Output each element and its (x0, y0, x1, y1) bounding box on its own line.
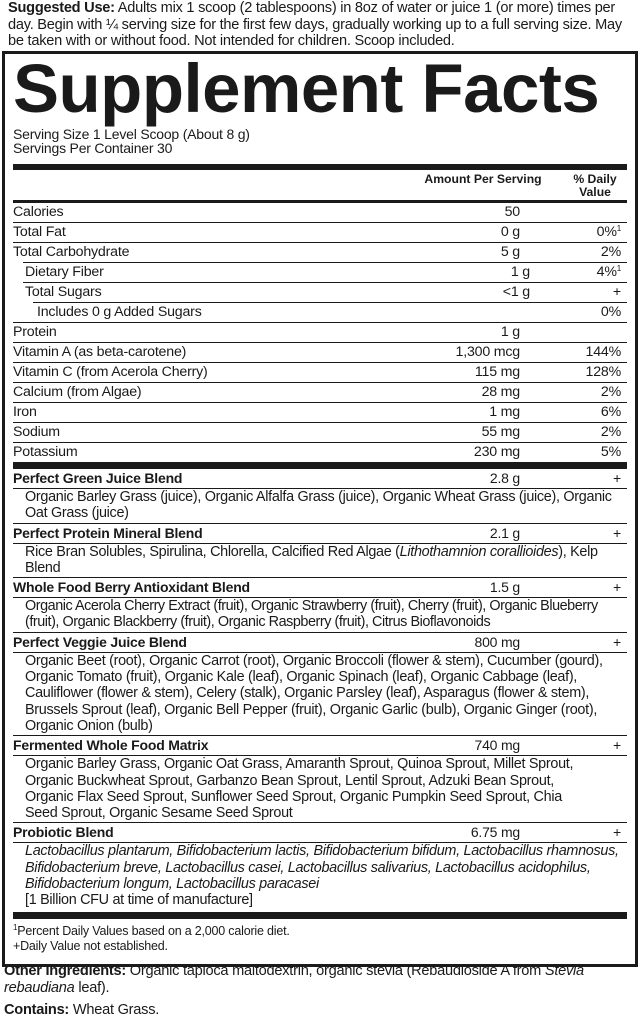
nutrient-dv (597, 223, 621, 242)
nutrient-label: Protein (13, 324, 57, 340)
blend-dv: + (613, 579, 621, 596)
nutrient-row (23, 282, 627, 302)
nutrient-row (13, 382, 627, 402)
blend-name: Fermented Whole Food Matrix (13, 737, 209, 754)
blend-dv: + (613, 824, 621, 841)
blend-amount: 2.8 g (489, 470, 520, 486)
nutrient-label: Vitamin A (as beta-carotene) (13, 344, 187, 360)
blend-amount: 800 mg (474, 633, 520, 650)
nutrient-dv (601, 403, 621, 422)
nutrient-dv (601, 443, 621, 462)
nutrient-row (13, 222, 627, 242)
other-ingredients-text-end: leaf). (74, 979, 110, 996)
probiotic-cfu: [1 Billion CFU at time of manufacture] (25, 892, 253, 909)
dv-value: 2% (600, 244, 621, 260)
blend-fermented-whole-food (13, 735, 627, 822)
column-header (13, 170, 627, 200)
divider-thick (13, 462, 627, 469)
nutrient-amount: 55 mg (481, 424, 520, 440)
nutrient-amount: 0 g (500, 224, 520, 240)
nutrient-row (13, 422, 627, 442)
blend-amount: 1.5 g (489, 579, 520, 596)
blend-ingredients: Organic Beet (root), Organic Carrot (root), Organic Broccoli (flower & stem), Cucumber (gourd), Organic Tomato (fruit), Organic Kale (leaf), Organic Spinach (leaf), Organic Cabbage (leaf), Cauliflower (flower & stem), Celery (stalk), Organic Parsley (leaf), Asparagus (flower & stem), Brussels Sprout (leaf), Organic Bell Pepper (fruit), Organic Garlic (bulb), Organic Ginger (root), Organic Onion (bulb) (25, 652, 603, 734)
ingredient-text: ), Kelp Blend (25, 543, 598, 576)
nutrient-label: Potassium (13, 444, 78, 460)
nutrient-label: Total Sugars (25, 284, 102, 300)
blend-name: Whole Food Berry Antioxidant Blend (13, 579, 250, 596)
nutrient-label: Vitamin C (from Acerola Cherry) (13, 364, 208, 380)
dv-value: 128% (585, 364, 621, 380)
blend-amount: 2.1 g (489, 524, 520, 541)
blend-dv: + (613, 470, 621, 486)
blend-dv: + (613, 524, 621, 541)
blend-dv: + (613, 737, 621, 754)
nutrient-row (13, 322, 627, 342)
other-ingredients-scientific-name: Stevia rebaudiana (4, 963, 584, 996)
contains-label: Contains: (4, 1002, 70, 1018)
nutrient-row (13, 362, 627, 382)
nutrient-dv (586, 343, 622, 362)
blend-ingredients: Organic Acerola Cherry Extract (fruit), Organic Strawberry (fruit), Cherry (fruit), Organic Blueberry (fruit), Organic Blackberry (fruit), Organic Raspberry (fruit), Citrus Bioflavonoids (25, 598, 598, 631)
header-amount: Amount Per Serving (424, 172, 542, 186)
blend-name: Perfect Green Juice Blend (13, 470, 183, 486)
contains-text: Wheat Grass. (69, 1002, 160, 1018)
servings-per-container: Servings Per Container 30 (13, 140, 173, 156)
panel-title: Supplement Facts (13, 50, 600, 127)
nutrient-dv (597, 263, 621, 282)
blend-protein-mineral (13, 523, 627, 578)
nutrient-label: Dietary Fiber (25, 264, 104, 280)
suggested-use-text: Adults mix 1 scoop (2 tablespoons) in 8oz of water or juice 1 (or more) times per day. Begin with ¼ serving size for the first few days, gradually working up to a full serving size. May be taken with or without food. Not intended for children. Scoop included. (8, 0, 622, 49)
nutrient-dv (601, 303, 621, 322)
nutrient-row (13, 203, 627, 222)
header-daily-value: % Daily Value (573, 172, 617, 199)
blend-ingredients (13, 544, 627, 578)
nutrient-label: Iron (13, 404, 37, 420)
ingredient-scientific-name: Lithothamnion corallioides (399, 543, 559, 560)
nutrient-label: Total Carbohydrate (13, 244, 130, 260)
blend-green-juice (13, 469, 627, 523)
nutrient-amount: 1 mg (489, 404, 520, 420)
divider-thick (13, 912, 627, 919)
blend-name: Probiotic Blend (13, 824, 114, 841)
footnote-marker: 1 (616, 264, 621, 273)
nutrient-row (13, 402, 627, 422)
nutrient-row (13, 442, 627, 462)
dv-value: 6% (600, 404, 621, 420)
footnote-2: +Daily Value not established. (13, 938, 168, 953)
dv-value: 0% (600, 304, 621, 320)
nutrient-amount: 1 g (500, 324, 520, 340)
nutrient-amount: 1,300 mcg (455, 344, 520, 360)
blend-amount: 6.75 mg (470, 824, 520, 841)
blend-ingredients (13, 843, 627, 909)
supplement-facts-panel (2, 51, 638, 967)
blend-berry-antioxidant (13, 577, 627, 632)
dv-value: 2% (600, 424, 621, 440)
nutrient-row (23, 262, 627, 282)
nutrient-dv (601, 423, 621, 442)
suggested-use-label: Suggested Use: (8, 0, 115, 16)
nutrient-amount: 28 mg (481, 384, 520, 400)
suggested-use (8, 0, 636, 50)
nutrient-amount: 1 g (510, 264, 530, 280)
ingredient-text: Rice Bran Solubles, Spirulina, Chlorella, Calcified Red Algae ( (25, 543, 400, 560)
nutrient-row (13, 242, 627, 262)
dv-value: 0% (596, 224, 617, 240)
dv-value: + (612, 284, 621, 300)
footnotes (13, 919, 627, 954)
nutrient-dv (601, 383, 621, 402)
allergen-contains (4, 1002, 159, 1019)
blend-ingredients: Organic Barley Grass (juice), Organic Alfalfa Grass (juice), Organic Wheat Grass (juice), Organic Oat Grass (juice) (25, 489, 612, 522)
nutrient-label: Calories (13, 204, 64, 220)
blend-name: Perfect Veggie Juice Blend (13, 633, 187, 650)
nutrient-dv (586, 363, 622, 382)
other-ingredients-label: Other Ingredients: (4, 963, 126, 979)
blend-amount: 740 mg (474, 737, 520, 754)
footnote-1 (13, 920, 627, 939)
nutrient-dv (601, 243, 621, 262)
blend-dv: + (613, 633, 621, 650)
dv-value: 4% (596, 264, 617, 280)
nutrient-dv (613, 283, 621, 302)
footnote-marker: 1 (616, 224, 621, 233)
nutrient-amount: 50 (504, 204, 520, 220)
probiotic-strains: Lactobacillus plantarum, Bifidobacterium lactis, Bifidobacterium bifidum, Lactobacillus rhamnosus, Bifidobacterium breve, Lactobacillus casei, Lactobacillus salivarius, Lactobacillus acidophilus, Bifidobacterium longum, Lactobacillus paracasei (25, 843, 619, 893)
blend-ingredients: Organic Barley Grass, Organic Oat Grass, Amaranth Sprout, Quinoa Sprout, Millet Sprout, Organic Buckwheat Sprout, Garbanzo Bean Sprout, Lentil Sprout, Adzuki Bean Sprout, Organic Flax Seed Sprout, Sunflower Seed Sprout, Organic Pumpkin Seed Sprout, Chia Seed Sprout, Organic Sesame Seed Sprout (25, 756, 574, 822)
dv-value: 144% (585, 344, 621, 360)
nutrient-row (33, 302, 627, 322)
nutrient-amount: <1 g (502, 284, 530, 300)
blend-name: Perfect Protein Mineral Blend (13, 524, 203, 541)
nutrient-amount: 230 mg (473, 444, 520, 460)
nutrient-amount: 115 mg (474, 364, 520, 380)
nutrient-label: Calcium (from Algae) (13, 384, 142, 400)
dv-value: 2% (600, 384, 621, 400)
nutrient-amount: 5 g (500, 244, 520, 260)
nutrient-label: Includes 0 g Added Sugars (37, 304, 202, 320)
serving-size: Serving Size 1 Level Scoop (About 8 g) (13, 126, 250, 142)
nutrient-label: Total Fat (13, 224, 66, 240)
blends (13, 469, 627, 910)
footnote-text: Percent Daily Values based on a 2,000 calorie diet. (17, 923, 290, 938)
footnote-marker: 1 (13, 922, 18, 932)
nutrient-label: Sodium (13, 424, 60, 440)
blend-probiotic (13, 822, 627, 909)
other-ingredients (4, 963, 634, 996)
other-ingredients-text: Organic tapioca maltodextrin, organic stevia (Rebaudioside A from (126, 963, 545, 979)
nutrient-rows (13, 203, 627, 462)
nutrient-row (13, 342, 627, 362)
blend-veggie-juice (13, 632, 627, 735)
dv-value: 5% (600, 444, 621, 460)
